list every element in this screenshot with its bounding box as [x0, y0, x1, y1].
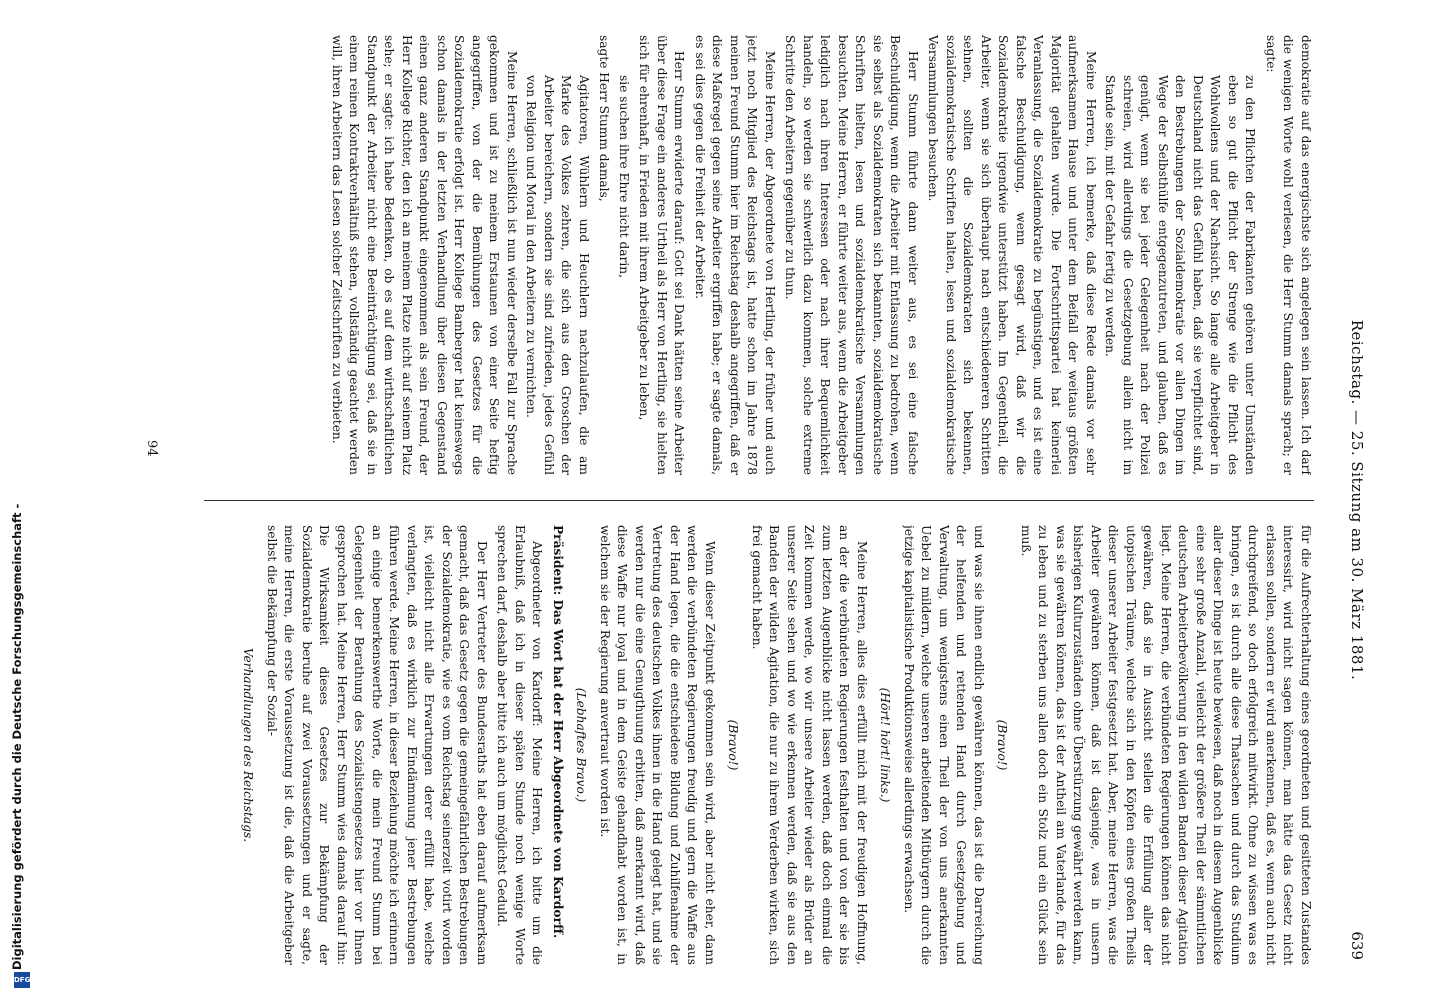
- text-paragraph: Abgeordneter von Kardorff: Meine Herren, ich bitte um die Erlaubniß, daß ich in dieser späten Stunde noch wenige Worte sprechen darf, deshalb aber bitte ich auch um möglichst Geduld.: [495, 525, 545, 965]
- credit-text: Digitalisierung gefördert durch die Deutsche Forschungsgemeinschaft -: [10, 503, 24, 970]
- scanned-page: [84, 0, 1394, 1000]
- text-column-right: [194, 525, 1314, 965]
- page-number: 639: [1348, 931, 1366, 960]
- text-paragraph: für die Aufrechterhaltung eines geordneten und gesitteten Zustandes interessirt, wird nicht sagen können, man hätte das Gesetz nicht erlassen sollen, sondern er wird anerkennen, daß es, wenn auch nicht durchgreifend, so doch erfolgreich mitwirkt. Ohne zu wissen was es bringen, es ist durch alle diese Thatsachen und durch das Studium aller dieser Dinge ist heute bewiesen, daß noch in diesem Augenblicke eine sehr große Anzahl, vielleicht der größere Theil der sämmtlichen deutschen Arbeiterbevölkerung in den wilden Banden dieser Agitation liegt. Meine Herren, die verbündeten Regierungen können das nicht gewähren, daß sie in Aussicht stellen die Erfüllung aller der utopischen Träume, welche sich in den Köpfen eines großen Theils dieser unserer Arbeiter festgesetzt hat. Aber, meine Herren, was die Arbeiter gewähren können, daß ist dasjenige, was in unsern bisherigen Kulturzuständen ohne Überstürzung gewährt werden kann, was sie gewähren können, das ist der Antheil am Vaterlande, für das zu leben und zu sterben uns allen doch ein Stolz und ein Glück sein muß.: [1019, 525, 1313, 965]
- text-paragraph: Meine Herren, alles dies erfüllt mich mit der freudigen Hoffnung, an der die verbündeten Regierungen festhalten und von der sie bis zum letzten Augenblicke nicht lassen werden, daß doch einmal die Zeit kommen werde, wo wir unsere Arbeiter wieder als Brüder an unserer Seite sehen und wo wie erkennen werden, daß sie aus den Banden der wilden Agitation, die nur zu ihrem Verderben wirken, sich frei gemacht haben.: [750, 525, 869, 965]
- text-paragraph: Meine Herren, der Abgeordnete von Hertling, der früher und auch jetzt noch Mitglied des Reichstags ist, hatte schon im Jahre 1878 meinen Freund Stumm hier im Reichstag deshalb angegriffen, daß er diese Maßregel gegen seine Arbeiter ergriffen habe; er sagte damals, es sei dies gegen die Freiheit der Arbeiter.: [693, 35, 777, 475]
- running-title: Reichstag. — 25. Sitzung am 30. März 1881.: [1348, 319, 1366, 681]
- text-paragraph: Meine Herren, schließlich ist nun wieder derselbe Fall zur Sprache gekommen und ist zu meinem Erstaunen von einer Seite heftig angegriffen, von der die Bemühungen des Gesetzes für die Sozialdemokratie erfolgt ist. Herr Kollege Bamberger hat keineswegs schon damals in der letzten Verhandlung über diesen Gegenstand einen ganz anderen Standpunkt eingenommen als sein Freund, der Herr Kollege Richter, den ich an meinem Platze nicht auf seinem Platz sehe; er sagte: ich habe Bedenken, ob es auf dem wirthschaftlichen Standpunkt der Arbeiter nicht eine Beeinträchtigung sei, daß sie in einem reinen Kontraktverhältniß stehen, vollständig geachtet werden will, ihren Arbeitern das Lesen solcher Zeitschriften zu verbieten.: [330, 35, 519, 475]
- dfg-logo-icon: DFG: [14, 972, 30, 988]
- text-paragraph: sagte Herr Stumm damals,: [597, 35, 612, 202]
- text-paragraph: Herr Stumm erwiderte darauf: Gott sei Dank hätten seine Arbeiter über diese Frage ein anderes Urtheil als Herr von Hertling, sie hielten sich für ehrenhaft, in Frieden mit ihrem Arbeitgeber zu leben,: [637, 35, 687, 475]
- text-paragraph: Der Herr Vertreter des Bundesraths hat eben darauf aufmerksam gemacht, daß das Gesetz gegen die gemeingefährlichen Bestrebungen der Sozialdemokratie, wie es vom Reichstag seinerzeit votirt worden ist, vielleicht nicht alle Erwartungen derer erfüllt habe, welche verlangten, daß es wirklich zur Eindämmung jener Bestrebungen führen werde. Meine Herren, in dieser Beziehung möchte ich erinnern an einige bemerkenswerthe Worte, die mein Freund Stumm bei Gelegenheit der Berathung des Sozialistengesetzes hier vor Ihnen gesprochen hat. Meine Herren, Herr Stumm wies damals darauf hin: Die Wirksamkeit dieses Gesetzes zur Bekämpfung der Sozialdemokratie beruhe auf zwei Voraussetzungen und er sagte, meine Herren, die erste Voraussetzung ist die, daß die Arbeitgeber selbst die Bekämpfung der Sozial-: [265, 525, 489, 965]
- text-paragraph: Herr Stumm führte dann weiter aus, es sei eine falsche Beschuldigung, wenn die Arbeiter mit Entlassung zu bedrohen, wenn sie selbst als Sozialdemokraten sich bekannten, sozialdemokratische Schriften hielten, lesen und sozialdemokratische Versammlungen besuchten. Meine Herren, er führte weiter aus, wenn die Arbeitgeber lediglich nach ihren Interessen oder nach ihrer Bequemlichkeit handeln, so werden sie schwerlich dazu kommen, solche extreme Schritte den Arbeitern gegenüber zu thun.: [783, 35, 920, 475]
- text-paragraph: demokratie auf das energischste sich angelegen sein lassen. Ich darf die wenigen Worte wohl verlesen, die Herr Stumm damals sprach; er sagte:: [1264, 35, 1313, 475]
- audience-reaction: (Hört! hört! links.): [878, 687, 893, 803]
- audience-reaction: (Bravo!): [995, 719, 1010, 771]
- audience-reaction: (Bravo!): [726, 719, 741, 771]
- text-paragraph: sie suchen ihre Ehre nicht darin,: [617, 75, 631, 278]
- text-column-left: [194, 35, 1314, 475]
- column-divider: [204, 500, 1314, 501]
- text-paragraph: und was sie ihnen endlich gewähren können, das ist die Darreichung der helfenden und rettenden Hand durch Gesetzgebung und Verwaltung, um wenigstens einen Theil der von uns anerkannten Uebel zu mildern, welche unseren arbeitenden Mitbürgern durch die jetzige kapitalistische Produktionsweise allerdings erwachsen.: [902, 525, 986, 965]
- digitization-credit-strip: [8, 20, 31, 992]
- audience-reaction: Verhandlungen des Reichstags.: [241, 647, 256, 843]
- text-paragraph: Präsident: Das Wort hat der Herr Abgeordnete von Kardorff.: [551, 525, 565, 939]
- page-header: [1336, 40, 1366, 960]
- text-paragraph: Agitatoren, Wühlern und Heuchlern nachzulaufen, die am Marke des Volkes zehren, die sich aus den Groschen der Arbeiter bereichern, sondern sie sind zufrieden, jedes Gefühl von Religion und Moral in den Arbeitern zu vernichten.: [524, 75, 591, 475]
- audience-reaction: (Lebhaftes Bravo.): [574, 687, 589, 803]
- text-paragraph: zu den Pflichten der Fabrikanten gehören unter Umständen eben so gut die Pflicht der Strenge wie die Pflicht des Wohlwollens und der Nachsicht. So lange alle Arbeitgeber in Deutschland nicht das Gefühl haben, daß sie verpflichtet sind, den Bestrebungen der Sozialdemokratie vor allen Dingen im Wege der Selbsthülfe entgegenzutreten, und glauben, daß es genügt, wenn sie bei jeder Gelegenheit nach der Polizei schreien, wird allerdings die Gesetzgebung allein nicht im Stande sein, mit der Gefahr fertig zu werden.: [1103, 75, 1258, 475]
- text-paragraph: Wenn dieser Zeitpunkt gekommen sein wird, aber nicht eher, dann werden die verbündeten Regierungen freudig und gern die Waffe aus der Hand legen, die die entschiedene Bildung und Zuhilfenahme der Vertretung des deutschen Volkes ihnen in die Hand gelegt hat, und sie werden nur die eine Genugthuung erbitten, daß anerkannt wird, daß diese Waffe nur loyal und in dem Geiste gehandhabt worden ist, in welchem sie der Regierung anvertraut worden ist.: [598, 525, 717, 965]
- sheet-signature: 94: [144, 440, 159, 457]
- text-paragraph: Meine Herren, ich bemerke, daß diese Rede damals vor sehr aufmerksamem Hause und unter dem Beifall der weitaus größten Majorität gehalten wurde. Die Fortschrittspartei hat keinerlei Veranlassung, die Sozialdemokratie zu begünstigen, und es ist eine falsche Beschuldigung, wenn gesagt wird, daß wir die Sozialdemokratie irgendwie unterstützt haben. Im Gegentheil, die Arbeiter, wenn sie sich überhaupt nach entschiedeneren Schritten sehnen, sollten die Sozialdemokraten sich bekennen, sozialdemokratische Schriften halten, lesen und sozialdemokratische Versammlungen besuchen.: [926, 35, 1098, 475]
